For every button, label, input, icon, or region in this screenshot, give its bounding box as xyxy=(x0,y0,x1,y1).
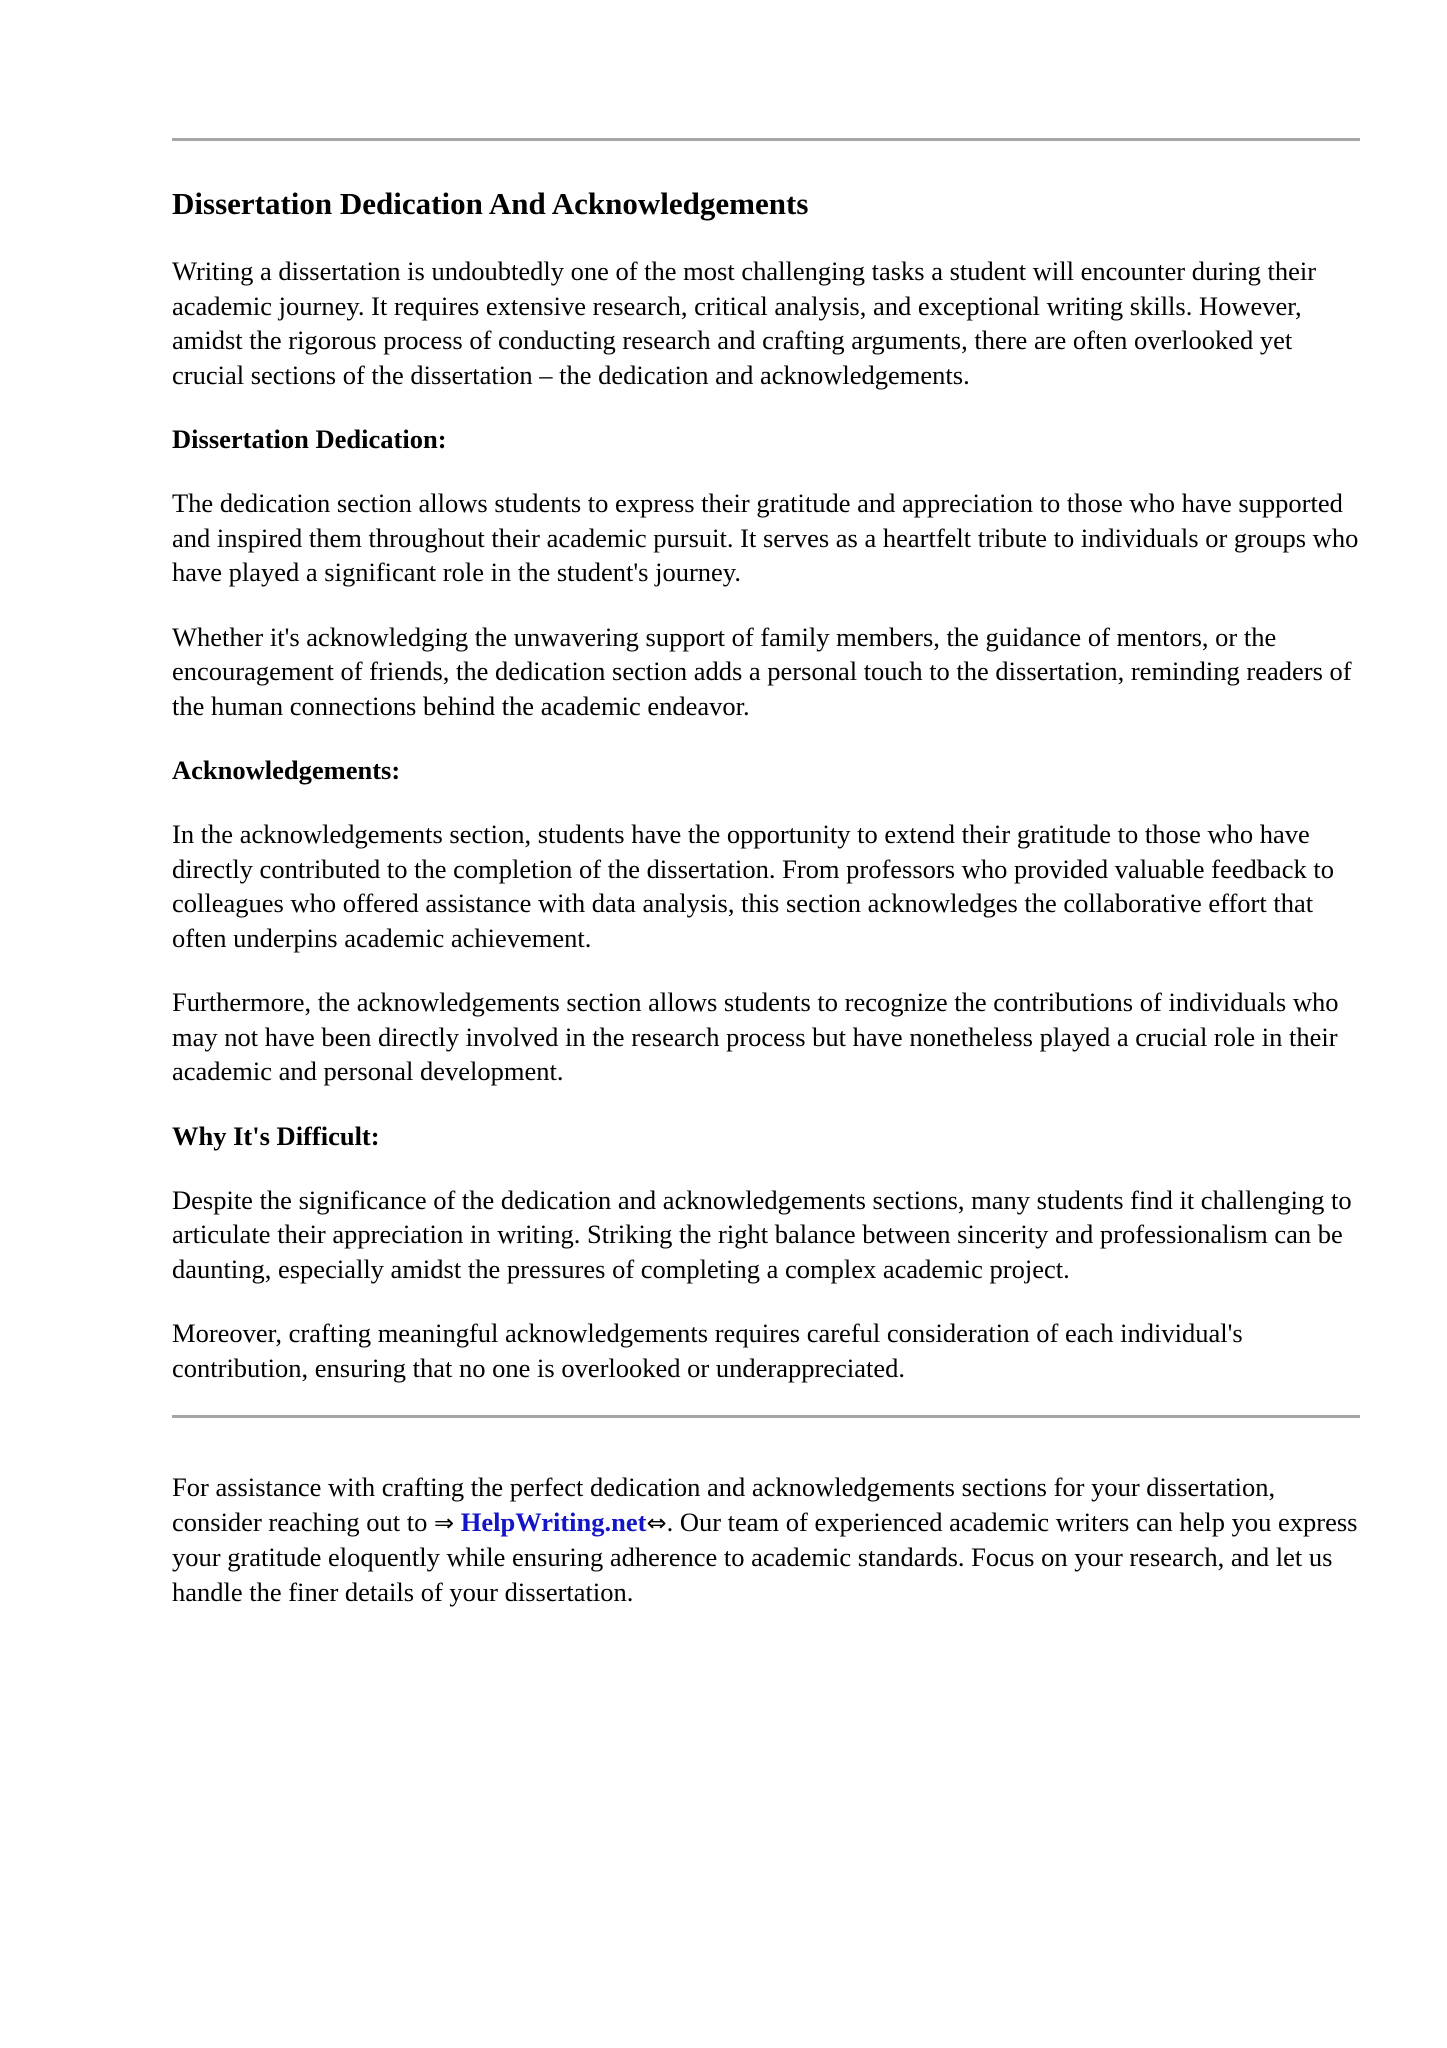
difficulty-paragraph-2: Moreover, crafting meaningful acknowledgements requires careful consideration of each individual's contribution, ensuring that no one is overlooked or underappreciated. xyxy=(172,1318,1243,1383)
double-arrow-icon: ⇔ xyxy=(646,1508,667,1537)
helpwriting-link[interactable]: HelpWriting.net xyxy=(460,1506,647,1537)
footer-text-after: . Our team of experienced academic writers can help you express your gratitude eloquently while ensuring adherence to academic standards. Focus on your research, and let us handle the finer details of your dissertation. xyxy=(172,1506,1358,1607)
intro-paragraph: Writing a dissertation is undoubtedly one of the most challenging tasks a student will encounter during their academic journey. It requires extensive research, critical analysis, and exceptional writing skills. However, amidst the rigorous process of conducting research and crafting arguments, there are often overlooked yet crucial sections of the dissertation – the dedication and acknowledgements. xyxy=(172,256,1317,390)
top-divider xyxy=(172,138,1360,141)
bottom-divider xyxy=(172,1415,1360,1418)
acknowledgements-paragraph-1: In the acknowledgements section, students have the opportunity to extend their gratitude to those who have directly contributed to the completion of the dissertation. From professors who provided valuable feedback to colleagues who offered assistance with data analysis, this section acknowledges the collaborative effort that often underpins academic achievement. xyxy=(172,819,1335,953)
footer-paragraph xyxy=(172,1470,1360,1609)
acknowledgements-paragraph-2: Furthermore, the acknowledgements section allows students to recognize the contributions of individuals who may not have been directly involved in the research process but have nonetheless played a crucial role in their academic and personal development. xyxy=(172,987,1339,1086)
section-heading-difficulty: Why It's Difficult: xyxy=(172,1120,380,1151)
footer-text-before: For assistance with crafting the perfect dedication and acknowledgements sections for your dissertation, consider reaching out to xyxy=(172,1472,1276,1537)
dedication-paragraph-1: The dedication section allows students to express their gratitude and appreciation to those who have supported and inspired them throughout their academic pursuit. It serves as a heartfelt tribute to individuals or groups who have played a significant role in the student's journey. xyxy=(172,488,1359,587)
section-heading-acknowledgements: Acknowledgements: xyxy=(172,755,401,785)
right-arrow-icon: ⇒ xyxy=(433,1508,455,1537)
difficulty-paragraph-1: Despite the significance of the dedication and acknowledgements sections, many students find it challenging to articulate their appreciation in writing. Striking the right balance between sincerity and professionalism can be daunting, especially amidst the pressures of completing a complex academic project. xyxy=(172,1184,1352,1284)
section-heading-dedication: Dissertation Dedication: xyxy=(172,424,447,454)
document-content xyxy=(172,184,1360,1639)
page-title: Dissertation Dedication And Acknowledgements xyxy=(172,186,809,221)
dedication-paragraph-2: Whether it's acknowledging the unwavering support of family members, the guidance of mentors, or the encouragement of friends, the dedication section adds a personal touch to the dissertation, reminding readers of the human connections behind the academic endeavor. xyxy=(172,621,1352,721)
